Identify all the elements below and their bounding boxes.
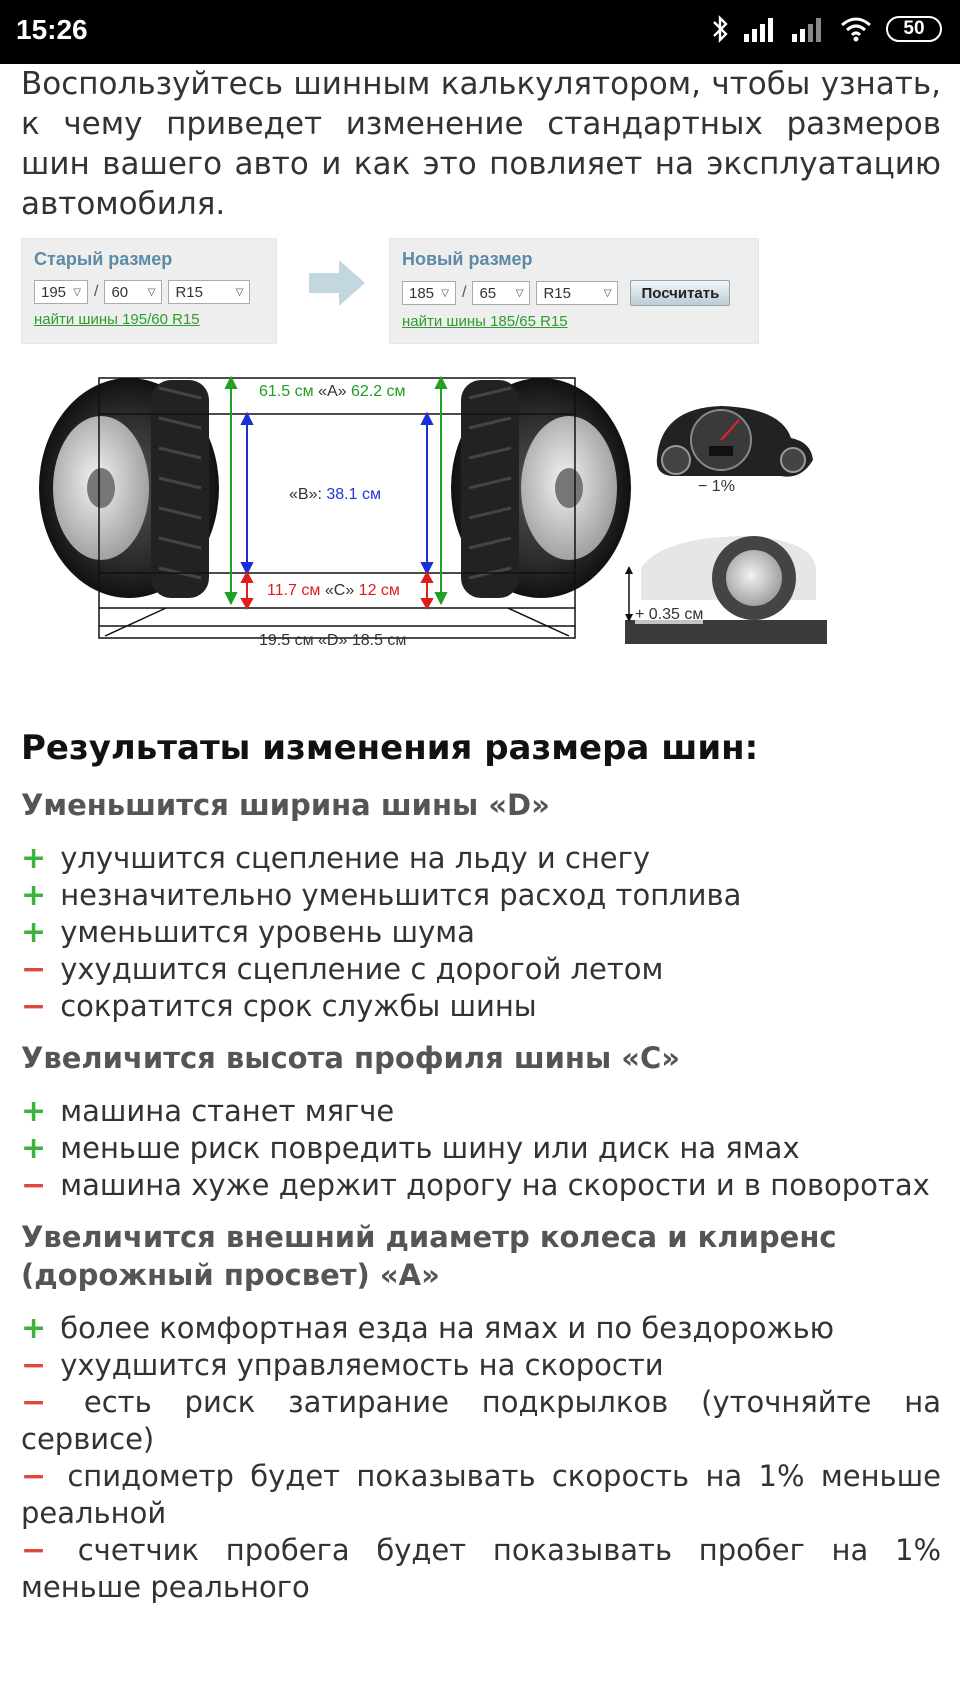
- minus-icon: −: [21, 1459, 47, 1494]
- section-title: Уменьшится ширина шины «D»: [21, 788, 550, 822]
- speedometer-label: − 1%: [698, 478, 735, 495]
- new-size-panel: Новый размер 185 ▽ / 65 ▽ R15 ▽ Посчитать найти шины 185/65 R15: [389, 238, 759, 344]
- list-item: [21, 1347, 941, 1384]
- list-item-text: счетчик пробега будет показывать пробег на 1% меньше реального: [21, 1533, 942, 1604]
- speedometer-image: [657, 406, 813, 477]
- list-item: [21, 914, 941, 951]
- old-size-panel: Старый размер 195 ▽ / 60 ▽ R15 ▽ найти шины 195/60 R15: [21, 238, 277, 344]
- minus-icon: −: [21, 952, 47, 987]
- intro-text: Воспользуйтесь шинным калькулятором, чтобы узнать, к чему приведет изменение стандартных размеров шин вашего авто и как это повлияет на эксплуатацию автомобиля.: [21, 66, 941, 222]
- list-item: [21, 1167, 941, 1204]
- list-item-text: уменьшится уровень шума: [60, 915, 475, 949]
- chevron-down-icon: ▽: [147, 286, 156, 298]
- minus-icon: −: [21, 1385, 47, 1420]
- minus-icon: −: [21, 1533, 47, 1568]
- left-tire-image: [39, 378, 219, 598]
- status-time: 15:26: [16, 14, 88, 45]
- list-item: [21, 1093, 941, 1130]
- results-sections: [21, 786, 941, 1606]
- diagram-a-label: 61.5 см «A» 62.2 см: [259, 383, 406, 400]
- list-item-text: машина хуже держит дорогу на скорости и в поворотах: [60, 1168, 930, 1202]
- list-item-text: ухудшится сцепление с дорогой летом: [60, 952, 664, 986]
- list-item: [21, 1310, 941, 1347]
- plus-icon: +: [21, 841, 47, 876]
- tire-diagram-graphic: [21, 368, 941, 698]
- signal-icon: [744, 16, 778, 42]
- diagram-b-label: «B»: 38.1 см: [289, 486, 381, 503]
- old-profile-select[interactable]: 60 ▽: [104, 280, 162, 304]
- list-item-text: меньше риск повредить шину или диск на ямах: [60, 1131, 800, 1165]
- list-item: [21, 951, 941, 988]
- effects-list: [21, 1310, 941, 1606]
- list-item: [21, 988, 941, 1025]
- list-item-text: улучшится сцепление на льду и снегу: [60, 841, 651, 875]
- effects-list: [21, 840, 941, 1025]
- status-icons: [710, 14, 942, 44]
- arrow-right-icon: [307, 258, 367, 308]
- signal-icon-2: [792, 16, 826, 42]
- list-item: [21, 1384, 941, 1458]
- chevron-down-icon: ▽: [441, 287, 449, 299]
- old-rim-select[interactable]: R15 ▽: [168, 280, 250, 304]
- chevron-down-icon: ▽: [515, 287, 524, 299]
- chevron-down-icon: ▽: [603, 287, 612, 299]
- list-item: [21, 877, 941, 914]
- new-rim-select[interactable]: R15 ▽: [536, 281, 618, 305]
- new-profile-select[interactable]: 65 ▽: [472, 281, 530, 305]
- old-size-title: Старый размер: [34, 249, 173, 269]
- section-title: Увеличится внешний диаметр колеса и клиренс (дорожный просвет) «A»: [21, 1220, 837, 1292]
- clearance-label: + 0.35 см: [635, 606, 704, 623]
- plus-icon: +: [21, 915, 47, 950]
- new-width-select[interactable]: 185 ▽: [402, 281, 456, 305]
- list-item: [21, 1458, 941, 1532]
- chevron-down-icon: ▽: [235, 286, 244, 298]
- list-item-text: сократится срок службы шины: [60, 989, 537, 1023]
- list-item-text: машина станет мягче: [60, 1094, 395, 1128]
- section-title: Увеличится высота профиля шины «C»: [21, 1041, 681, 1075]
- battery-icon: 50: [886, 16, 942, 42]
- page-content: [21, 64, 941, 1606]
- status-bar: [0, 0, 960, 64]
- right-tire-image: [451, 378, 631, 598]
- list-item-text: спидометр будет показывать скорость на 1% меньше реальной: [21, 1459, 942, 1530]
- find-new-tires-link[interactable]: найти шины 185/65 R15: [402, 313, 568, 330]
- list-item-text: ухудшится управляемость на скорости: [60, 1348, 664, 1382]
- plus-icon: +: [21, 1131, 47, 1166]
- results-title: Результаты изменения размера шин:: [21, 728, 759, 768]
- list-item: [21, 1130, 941, 1167]
- list-item: [21, 840, 941, 877]
- list-item: [21, 1532, 941, 1606]
- plus-icon: +: [21, 1311, 47, 1346]
- minus-icon: −: [21, 989, 47, 1024]
- list-item-text: незначительно уменьшится расход топлива: [60, 878, 742, 912]
- minus-icon: −: [21, 1168, 47, 1203]
- tire-diagram: [21, 368, 941, 698]
- plus-icon: +: [21, 1094, 47, 1129]
- list-item-text: есть риск затирание подкрылков (уточняйте на сервисе): [21, 1385, 942, 1456]
- plus-icon: +: [21, 878, 47, 913]
- tire-calculator: [21, 238, 941, 368]
- new-size-title: Новый размер: [402, 249, 533, 269]
- list-item-text: более комфортная езда на ямах и по бездорожью: [60, 1311, 835, 1345]
- wifi-icon: [840, 16, 872, 42]
- diagram-d-label: 19.5 см «D» 18.5 см: [259, 632, 407, 649]
- old-width-select[interactable]: 195 ▽: [34, 280, 88, 304]
- minus-icon: −: [21, 1348, 47, 1383]
- diagram-c-label: 11.7 см «C» 12 см: [267, 582, 400, 599]
- chevron-down-icon: ▽: [73, 286, 81, 298]
- calculate-button[interactable]: Посчитать: [630, 280, 730, 306]
- bluetooth-icon: [710, 14, 730, 44]
- car-wheel-image: [625, 536, 827, 644]
- find-old-tires-link[interactable]: найти шины 195/60 R15: [34, 311, 200, 328]
- effects-list: [21, 1093, 941, 1204]
